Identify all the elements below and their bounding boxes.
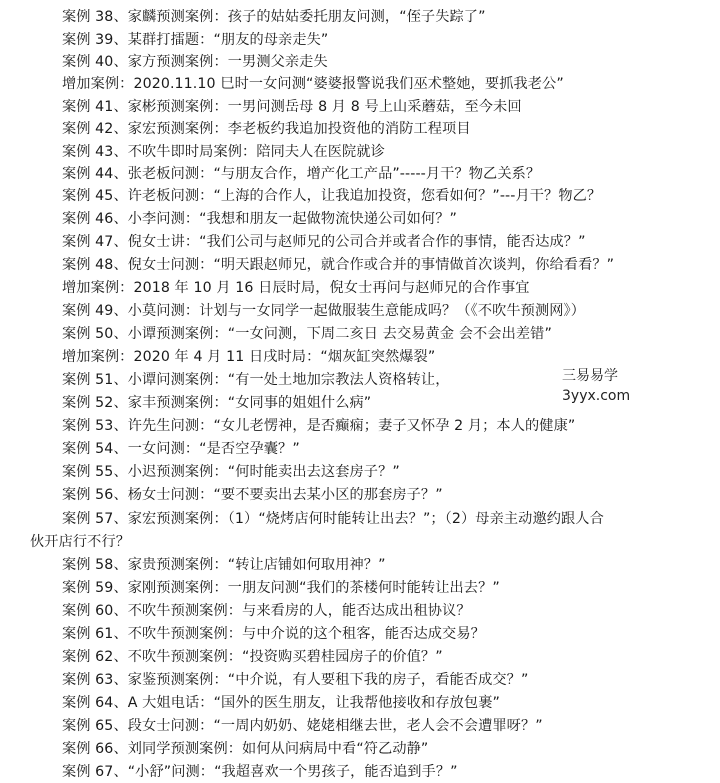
text-line: 案例 55、小迟预测案例：“何时能卖出去这套房子？” bbox=[62, 464, 400, 480]
text-line: 案例 46、小李问测：“我想和朋友一起做物流快递公司如何？” bbox=[62, 211, 457, 227]
text-line: 增加案例：2018 年 10 月 16 日辰时局，倪女士再问与赵师兄的合作事宜 bbox=[62, 280, 530, 296]
text-line: 案例 51、小谭问测案例：“有一处土地加宗教法人资格转让， bbox=[62, 372, 450, 388]
watermark-url: 3yyx.com bbox=[562, 388, 631, 404]
text-line: 案例 64、A 大姐电话：“国外的医生朋友，让我帮他接收和存放包裹” bbox=[62, 695, 500, 711]
text-line: 案例 65、段女士问测：“一周内奶奶、姥姥相继去世，老人会不会遭罪呀？” bbox=[62, 718, 543, 734]
text-line: 案例 56、杨女士问测：“要不要卖出去某小区的那套房子？” bbox=[62, 487, 443, 503]
text-line: 增加案例：2020.11.10 巳时一女问测“婆婆报警说我们巫术整她，要抓我老公” bbox=[62, 76, 564, 92]
text-line: 案例 43、不吹牛即时局案例：陪同夫人在医院就诊 bbox=[62, 144, 385, 160]
text-line: 案例 52、家丰预测案例：“女同事的姐姐什么病” bbox=[62, 395, 372, 411]
text-line: 案例 44、张老板问测：“与朋友合作，增产化工产品”-----月干？物乙关系？ bbox=[62, 166, 541, 182]
text-line: 案例 53、许先生问测：“女儿老愣神，是否癫痫；妻子又怀孕 2 月；本人的健康” bbox=[62, 418, 576, 434]
text-line: 案例 39、某群打擂题：“朋友的母亲走失” bbox=[62, 32, 329, 48]
text-line: 案例 57、家宏预测案例：（1）“烧烤店何时能转让出去？”；（2）母亲主动邀约跟人合 bbox=[62, 511, 604, 527]
text-line: 案例 59、家刚预测案例：一朋友问测“我们的茶楼何时能转让出去？” bbox=[62, 580, 500, 596]
text-line: 案例 47、倪女士讲：“我们公司与赵师兄的公司合并或者合作的事情，能否达成？” bbox=[62, 234, 586, 250]
watermark-name: 三易易学 bbox=[562, 368, 618, 384]
text-line: 案例 50、小谭预测案例：“一女问测，下周二亥日 去交易黄金 会不会出差错” bbox=[62, 326, 552, 342]
watermark bbox=[562, 366, 630, 406]
text-line-continued: 伙开店行不行？ bbox=[30, 534, 131, 550]
text-line: 案例 41、家彬预测案例：一男问测岳母 8 月 8 号上山采蘑菇，至今未回 bbox=[62, 99, 522, 115]
text-line: 案例 60、不吹牛预测案例：与来看房的人，能否达成出租协议？ bbox=[62, 603, 471, 619]
text-line: 案例 40、家方预测案例：一男测父亲走失 bbox=[62, 54, 328, 70]
text-line: 案例 58、家贵预测案例：“转让店铺如何取用神？” bbox=[62, 557, 386, 573]
text-line: 案例 49、小莫问测：计划与一女同学一起做服装生意能成吗？（《不吹牛预测网》） bbox=[62, 303, 586, 319]
text-line: 案例 66、刘同学预测案例：如何从问病局中看“符乙动静” bbox=[62, 741, 429, 757]
text-line: 案例 45、许老板问测：“上海的合作人，让我追加投资，您看如何？”---月干？物乙？ bbox=[62, 188, 602, 204]
text-line: 案例 61、不吹牛预测案例：与中介说的这个租客，能否达成交易？ bbox=[62, 626, 485, 642]
text-line: 增加案例：2020 年 4 月 11 日戌时局：“烟灰缸突然爆裂” bbox=[62, 349, 436, 365]
text-line: 案例 63、家鉴预测案例：“中介说，有人要租下我的房子，看能否成交？” bbox=[62, 672, 529, 688]
text-line: 案例 48、倪女士问测：“明天跟赵师兄，就合作或合并的事情做首次谈判，你给看看？” bbox=[62, 257, 615, 273]
text-line: 案例 42、家宏预测案例：李老板约我追加投资他的消防工程项目 bbox=[62, 121, 471, 137]
text-line: 案例 54、一女问测：“是否空孕囊？” bbox=[62, 441, 300, 457]
text-line: 案例 38、家麟预测案例：孩子的姑姑委托朋友问测，“侄子失踪了” bbox=[62, 9, 486, 25]
text-line: 案例 67、“小舒”问测：“我超喜欢一个男孩子，能否追到手？” bbox=[62, 764, 458, 780]
text-line: 案例 62、不吹牛预测案例：“投资购买碧桂园房子的价值？” bbox=[62, 649, 443, 665]
